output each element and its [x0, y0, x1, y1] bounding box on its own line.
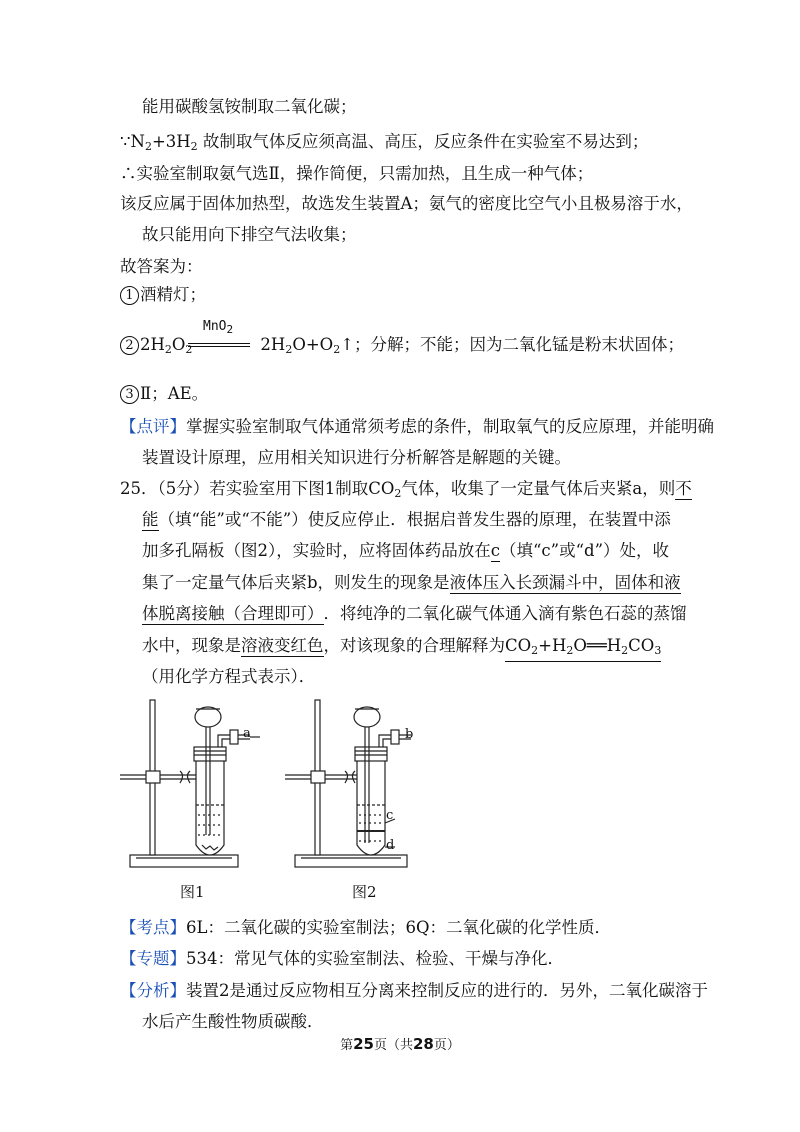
label-a: a [243, 726, 251, 741]
fenxi-line: 【分析】装置2是通过反应物相互分离来控制反应的进行的．另外，二氧化碳溶于 [120, 981, 708, 1000]
text-line: 该反应属于固体加热型，故选发生装置A；氨气的密度比空气小且极易溶于水， [120, 194, 693, 213]
question-25-line: 水中，现象是溶液变红色，对该现象的合理解释为$CO_2+H_2O══H_2CO_3$ [142, 635, 661, 662]
answer-item-3: 3 Ⅱ；AE。 [120, 383, 208, 405]
answer-item-2: 2 $2H_2O_2$ $2H_2O+O_2↑$；分解；不能；因为二氧化锰是粉末状固体； [120, 334, 684, 361]
figure-1-label: 图1 [180, 883, 205, 901]
question-25-line: 集了一定量气体后夹紧b，则发生的现象是液体压入长颈漏斗中，固体和液 [142, 573, 681, 592]
text-line: 能用碳酸氢铵制取二氧化碳； [142, 97, 357, 116]
label-c: c [386, 808, 394, 823]
question-25-line: 加多孔隔板（图2），实验时，应将固体药品放在c（填“c”或“d”）处，收 [142, 541, 670, 560]
comment-line: 【点评】掌握实验室制取气体通常须考虑的条件，制取氧气的反应原理，并能明确 [120, 417, 714, 436]
figure-1-apparatus [110, 695, 280, 875]
page-footer: 第25页（共28页） [340, 1035, 460, 1053]
catalyst-label: MnO$_2$ [203, 319, 234, 336]
question-25-line: 能（填“能”或“不能”）使反应停止．根据启普发生器的原理，在装置中添 [142, 510, 671, 529]
question-25-line: （用化学方程式表示）． [142, 667, 316, 686]
text-line: $\because N_2+3H_2$ 故制取气体反应须高温、高压，反应条件在实验室不易达到； [120, 132, 649, 153]
answer-item-1: 1 酒精灯； [120, 284, 206, 306]
text-line: 故只能用向下排空气法收集； [142, 225, 357, 244]
label-b: b [405, 727, 414, 742]
figure-2-apparatus [285, 695, 455, 875]
text-line: ∴实验室制取氨气选Ⅱ，操作简便，只需加热，且生成一种气体； [120, 164, 594, 183]
kaodian-line: 【考点】6L：二氧化碳的实验室制法；6Q：二氧化碳的化学性质． [120, 918, 611, 937]
zhuanti-line: 【专题】534：常见气体的实验室制法、检验、干燥与净化． [120, 949, 564, 968]
text-line: 故答案为： [120, 257, 203, 276]
comment-line: 装置设计原理，应用相关知识进行分析解答是解题的关键。 [142, 448, 571, 467]
question-25-line: 体脱离接触（合理即可）．将纯净的二氧化碳气体通入滴有紫色石蕊的蒸馏 [142, 604, 687, 623]
label-d: d [386, 838, 395, 853]
fenxi-line: 水后产生酸性物质碳酸． [142, 1012, 324, 1031]
question-25-line: 25．（5分）若实验室用下图1制取$CO_2$气体，收集了一定量气体后夹紧a，则不 [120, 479, 692, 500]
figure-2-label: 图2 [352, 883, 377, 901]
